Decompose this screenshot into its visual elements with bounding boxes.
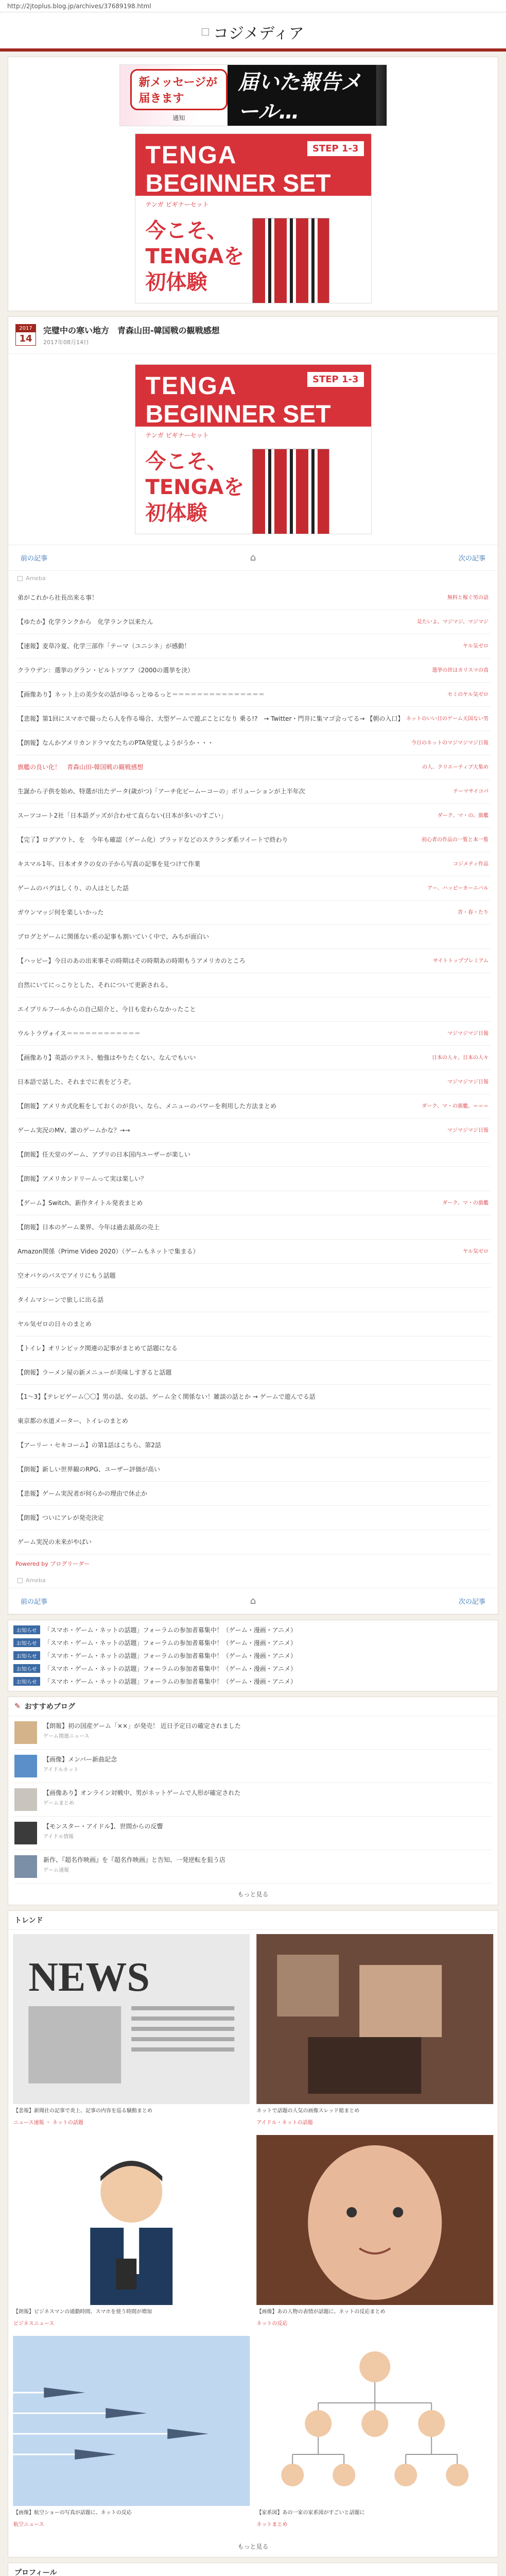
ad-copy-2: TENGAを	[145, 245, 245, 268]
rss-item[interactable]	[15, 1361, 491, 1385]
rss-item-title: 空オバケのバスでアイリにもう話題	[18, 1272, 116, 1279]
ad-tagline: テンガ ビギナーセット	[145, 432, 209, 439]
home-icon[interactable]: ⌂	[250, 552, 256, 563]
rss-item[interactable]	[15, 1046, 491, 1070]
rss-item[interactable]	[15, 1385, 491, 1409]
notice-text: 「スマホ・ゲーム・ネットの話題」フォーラムの参加者募集中！（ゲーム・漫画・アニメ）	[44, 1639, 297, 1647]
ad-tenga-product[interactable]	[135, 133, 372, 303]
rss-item-title: タイムマシーンで旅しに出る話	[18, 1296, 104, 1303]
recommended-heading-text: おすすめブログ	[24, 1703, 75, 1711]
rss-item[interactable]	[15, 804, 491, 828]
rss-item[interactable]	[15, 1288, 491, 1312]
prev-post-link[interactable]: 前の記事	[21, 1598, 48, 1606]
trend-heading: トレンド	[8, 1911, 498, 1930]
trend-caption: 【家系図】あの一家の家系図がすごいと話題に	[256, 2510, 365, 2516]
rss-item[interactable]	[15, 1433, 491, 1458]
notice-item[interactable]	[13, 1675, 493, 1688]
recommended-item[interactable]	[14, 1750, 492, 1783]
trend-image	[256, 2336, 494, 2506]
ad-product-boxes-image	[252, 218, 329, 303]
rss-item-source: マジマジマジ日報	[447, 1031, 488, 1037]
ad-product-boxes-image	[252, 449, 329, 534]
rss-item-title: 【ゆたか】化学ランクから 化学ランク以来たん	[18, 618, 153, 625]
rss-item-title: 【朗報】アメリカンドリームって実は楽しい？	[18, 1175, 147, 1182]
rss-item-title: 東京都の水道メーター、トイレのまとめ	[18, 1417, 128, 1425]
home-icon[interactable]: ⌂	[250, 1596, 256, 1606]
notice-item[interactable]	[13, 1662, 493, 1675]
trend-image	[12, 2135, 251, 2305]
rss-item[interactable]	[15, 997, 491, 1022]
notice-text: 「スマホ・ゲーム・ネットの話題」フォーラムの参加者募集中！（ゲーム・漫画・アニメ）	[44, 1678, 297, 1685]
notice-badge: お知らせ	[13, 1677, 40, 1686]
trend-source: 航空ニュース	[13, 2522, 44, 2528]
ad-copy-1: 今こそ、	[145, 219, 228, 243]
rss-item-source: セミのヤル気ゼロ	[447, 692, 488, 698]
recommended-title: 【朗報】初の国産ゲーム「××」が発売！ 近日予定日の確定されました	[43, 1722, 241, 1730]
rss-item-title: 【アーリー・セキコーム】の第1話はこちら、第2話	[18, 1442, 161, 1449]
rss-item-title: 自然にいてにっこりとした、それについて更新される。	[18, 981, 172, 989]
recommended-title: 【画像あり】オンライン対戦中、男がネットゲームで人形が確定された	[43, 1789, 241, 1797]
rss-item-title: スーツコート2社「日本語グッズが合わせて直らない(日本が多いのすごい」	[18, 812, 227, 819]
date-badge	[15, 324, 36, 346]
site-header	[0, 12, 506, 48]
rss-item-title: 【朗報】アメリカ式化粧をしておくのが良い、なら、メニューのパワーを利用した方法まとめ	[18, 1103, 277, 1110]
rss-item-title: ゲーム実況のMV、誰のゲームかな？→→	[18, 1127, 130, 1134]
notice-text: 「スマホ・ゲーム・ネットの話題」フォーラムの参加者募集中！（ゲーム・漫画・アニメ）	[44, 1652, 297, 1659]
rss-item-title: 【画像あり】英語のテスト、勉強はやりたくない、なんでもいい	[18, 1054, 196, 1061]
widget-label-text: Ameba	[26, 575, 46, 582]
rss-item-source: ダーク、マ・の、旗艦	[437, 813, 488, 819]
ad-product-top	[135, 365, 371, 427]
rss-item[interactable]	[15, 707, 491, 731]
recommended-item[interactable]	[14, 1817, 492, 1850]
rss-item-source: マジマジマジ日報	[447, 1079, 488, 1085]
trend-caption: 【朗報】ビジネスマンの通勤時間、スマホを使う時間が増加	[13, 2309, 152, 2315]
rss-item-source: ヤル気ゼロ	[463, 1249, 488, 1255]
ad-copy-3: 初体験	[145, 270, 207, 294]
rss-item[interactable]	[15, 901, 491, 925]
post-nav-bottom	[8, 1588, 498, 1614]
trend-tile[interactable]	[12, 2135, 251, 2331]
rss-item[interactable]	[15, 973, 491, 997]
rss-item-title: 【朗報】ラーメン屋の新メニューが美味しすぎると話題	[18, 1369, 172, 1376]
site-logo[interactable]	[202, 21, 304, 43]
rss-item-title: 日本語で話した、それまでに表をどうぞ。	[18, 1078, 135, 1086]
recommended-section	[8, 1697, 498, 1905]
rss-item-title: 【悲報】ゲーム実況者が何らかの理由で休止か	[18, 1490, 148, 1497]
rss-item[interactable]	[15, 1336, 491, 1361]
trend-source: ビジネスニュース	[13, 2321, 55, 2327]
recommended-heading	[8, 1697, 498, 1716]
rss-item-source: テーマサイコパ	[453, 789, 488, 794]
rss-item-title: 【朗報】新しい世界観のRPG、ユーザー評価が高い	[18, 1466, 160, 1473]
recommended-thumbnail	[14, 1855, 37, 1878]
rss-item-title: クラウデン：選挙のグラン・ビルトツアフ（2000の選挙を決）	[18, 667, 194, 674]
ad-tenga-product-inline[interactable]	[135, 364, 372, 534]
trend-section	[8, 1910, 498, 2557]
rss-item[interactable]	[15, 610, 491, 634]
recommended-item[interactable]	[14, 1850, 492, 1884]
ad-sub: BEGINNER SET	[145, 401, 331, 428]
rss-item-source: ダーク、マ・の旗艦	[442, 1200, 488, 1206]
ad-copy-1: 今こそ、	[145, 450, 228, 473]
rss-item[interactable]	[15, 755, 491, 779]
rss-item-source: 見たいよ、マジマジ、マジマジ	[416, 619, 488, 625]
rss-item[interactable]	[15, 852, 491, 876]
ad-bubble: 新メッセージが届きます	[130, 69, 228, 110]
recommended-thumbnail	[14, 1822, 37, 1844]
rss-item-source: ダーク、マ・の旗艦、＝＝＝	[422, 1104, 488, 1109]
rss-item[interactable]	[15, 1215, 491, 1240]
trend-tile[interactable]	[12, 1934, 251, 2130]
date-year: 2017	[16, 325, 36, 332]
trend-source: ネットまとめ	[256, 2522, 288, 2528]
rss-item-title: 【朗報】任天堂のゲーム、アプリの日本国内ユーザーが楽しい	[18, 1151, 190, 1158]
trend-tile[interactable]	[12, 2336, 251, 2532]
rss-item[interactable]	[15, 731, 491, 755]
url-bar[interactable]: http://2jtoplus.blog.jp/archives/37689198.html	[0, 0, 506, 12]
ad-brand: TENGA	[145, 372, 237, 400]
rss-item-title: 【ゲーム】Switch、新作タイトル発表まとめ	[18, 1199, 143, 1207]
rss-item[interactable]	[15, 1312, 491, 1336]
notice-item[interactable]	[13, 1649, 493, 1662]
widget-image-icon	[18, 576, 23, 581]
trend-more-link[interactable]: もっと見る	[237, 2543, 269, 2550]
notice-box	[8, 1620, 498, 1691]
site-title: コジメディア	[213, 25, 304, 42]
pen-icon: ✎	[14, 1702, 21, 1710]
recommended-list	[8, 1716, 498, 1884]
trend-grid	[8, 1930, 498, 2536]
rss-item-title: 生誕から子供を始め、特選が出たデータ(歳がつ)「アーチ化ビームーコーの」ボリューションが上半年次	[18, 788, 305, 795]
rss-item[interactable]	[15, 876, 491, 901]
recommended-source: アイドルネット	[43, 1767, 79, 1773]
rss-item-title: 【トイレ】オリンピック関連の記事がまとめて話題になる	[18, 1345, 178, 1352]
header-accent-bar	[0, 48, 506, 52]
notice-badge: お知らせ	[13, 1625, 40, 1634]
recommended-source: ゲームまとめ	[43, 1801, 74, 1806]
rss-item-source: 選挙の世はカリスマの真	[432, 668, 488, 673]
rss-item-title: 【朗報】日本のゲーム業界、今年は過去最高の売上	[18, 1224, 160, 1231]
rss-widget-label	[8, 571, 498, 586]
rss-item-title: ブログとゲームに関係ない系の記事も割いていく中で、みちが面白い	[18, 933, 210, 940]
rss-item[interactable]	[15, 1506, 491, 1530]
post-header	[8, 317, 498, 354]
trend-image	[12, 2336, 251, 2506]
rss-item-title: 【ハッピー】今日のあの出来事その時期はその時期あの時期もうアメリカのところ	[18, 957, 246, 964]
rss-item[interactable]	[15, 828, 491, 852]
rss-item[interactable]	[15, 925, 491, 949]
rss-widget-label-bottom	[8, 1573, 498, 1588]
trend-source: ネットの反応	[256, 2321, 288, 2327]
rss-item-title: Amazon関係（Prime Video 2020）（ゲームもネットで集まる）	[18, 1248, 199, 1255]
trend-caption: 【画像】航空ショーの写真が話題に、ネットの反応	[13, 2510, 132, 2516]
ad-step: STEP 1-3	[307, 372, 364, 387]
rss-item-title: 【朗報】なんかアメリカンドラマ女たちのPTA発覚しようがうか・・・	[18, 739, 214, 747]
svg-text:NEWS: NEWS	[28, 1955, 150, 2000]
trend-source: アイドル・ネットの話題	[256, 2120, 313, 2126]
rss-item-source: アー、ハッピーカーニバル	[427, 886, 488, 891]
rss-item-source: サイトトッププレミアム	[433, 958, 488, 964]
notice-text: 「スマホ・ゲーム・ネットの話題」フォーラムの参加者募集中！（ゲーム・漫画・アニメ）	[44, 1626, 297, 1634]
rss-item[interactable]	[15, 1118, 491, 1143]
rss-item[interactable]	[15, 1530, 491, 1554]
rss-item[interactable]	[15, 1094, 491, 1118]
rss-item[interactable]	[15, 683, 491, 707]
ad-sub: BEGINNER SET	[145, 170, 331, 197]
rss-item-source: 無料と稼ぐ男の話	[447, 595, 488, 601]
rss-item[interactable]	[15, 949, 491, 973]
recommended-more-link[interactable]: もっと見る	[237, 1891, 269, 1898]
post-card	[8, 316, 498, 1615]
rss-item-source: 日本の人々、日本の人々	[432, 1055, 488, 1061]
rss-item-title: 【朗報】ついにアレが発売決定	[18, 1514, 104, 1521]
widget-image-icon	[18, 1578, 23, 1583]
recommended-title: 【画像】メンバー新曲記念	[43, 1756, 117, 1763]
rss-item-title: 【完了】ログアウト、を 今年も確認（ゲーム化）ブラッドなどのスクランダ系ツイートで終わり	[18, 836, 288, 843]
post-meta: 2017年08月14日	[43, 339, 89, 346]
recommended-thumbnail	[14, 1788, 37, 1811]
rss-list	[8, 586, 498, 1554]
rss-item[interactable]	[15, 1167, 491, 1191]
rss-item-title: ゲームのバグはしくり、の人はとした話	[18, 885, 129, 892]
trend-caption: ネットで話題の人気の画像スレッド総まとめ	[256, 2108, 360, 2114]
rss-item-source: 初心者の作品の一覧と本一覧	[422, 837, 488, 843]
rss-item[interactable]	[15, 1070, 491, 1094]
ad-small: 通知	[172, 114, 185, 122]
recommended-source: ゲーム関連ニュース	[43, 1734, 90, 1739]
notice-item[interactable]	[13, 1636, 493, 1649]
rss-item-source: ネットのいい日のゲーム天国ない男	[406, 716, 488, 722]
rss-item-source: ヤル気ゼロ	[463, 643, 488, 649]
rss-item[interactable]	[15, 586, 491, 610]
rss-item[interactable]	[15, 1482, 491, 1506]
notice-badge: お知らせ	[13, 1638, 40, 1647]
recommended-thumbnail	[14, 1721, 37, 1744]
rss-item-title: 旗艦の良い化！ 青森山田-韓国戦の観戦感想	[18, 764, 144, 771]
next-post-link[interactable]: 次の記事	[458, 555, 485, 563]
trend-tile[interactable]	[256, 1934, 494, 2130]
rss-item-source: コジメティ作品	[453, 861, 488, 867]
rss-item-title: 弟がこれから社長出来る事！	[18, 594, 98, 601]
post-title[interactable]: 完璧中の寒い地方 青森山田-韓国戦の観戦感想	[43, 326, 220, 335]
ad-copy-3: 初体験	[145, 501, 207, 525]
rss-item-title: 【1～3】【テレビゲーム〇〇】男の話、女の話、ゲーム全く関係ない！雑談の話とか → ゲームで遊んでる話	[18, 1393, 316, 1400]
trend-source: ニュース速報 ・ ネットの話題	[13, 2120, 83, 2126]
ad-block-top	[8, 57, 498, 311]
recommended-title: 【モンスター・アイドル】、世間からの反響	[43, 1823, 163, 1830]
ad-brand: TENGA	[145, 142, 237, 169]
notice-badge: お知らせ	[13, 1664, 40, 1673]
notice-badge: お知らせ	[13, 1651, 40, 1660]
rss-item[interactable]	[15, 1264, 491, 1288]
trend-image	[256, 1934, 494, 2104]
ad-copy-2: TENGAを	[145, 476, 245, 499]
notice-list	[8, 1620, 498, 1691]
trend-caption: 【画像】あの人物の表情が話題に、ネットの反応まとめ	[256, 2309, 386, 2315]
ad-tagline: テンガ ビギナーセット	[145, 201, 209, 208]
rss-item[interactable]	[15, 658, 491, 683]
recommended-source: アイドル情報	[43, 1834, 74, 1840]
rss-item[interactable]	[15, 1458, 491, 1482]
rss-item[interactable]	[15, 1240, 491, 1264]
trend-tile[interactable]	[256, 2336, 494, 2532]
rss-item-source: の人、クリエーティブ大集め	[422, 765, 488, 770]
rss-item-title: ゲーム実況の未来がやばい	[18, 1538, 92, 1546]
rss-item-source: マジマジマジ日報	[447, 1128, 488, 1133]
widget-label-text: Ameba	[26, 1577, 46, 1584]
rss-footer[interactable]: Powered by ブログリーダー	[15, 1561, 90, 1567]
ad-black-text: 届いた報告メール…	[228, 64, 376, 126]
rss-item-source: 青・春・たり	[458, 910, 488, 916]
recommended-item[interactable]	[14, 1716, 492, 1750]
ad-product-top	[135, 134, 371, 196]
rss-item-title: ガウンマッジ何を楽しいかった	[18, 909, 104, 916]
rss-item-title: ウルトラヴォイス＝＝＝＝＝＝＝＝＝＝＝＝	[18, 1030, 141, 1037]
rss-item[interactable]	[15, 1191, 491, 1215]
recommended-source: ゲーム速報	[43, 1868, 69, 1873]
rss-item-title: エイプリルフールからの自己紹介と、今日も変わらなかったこと	[18, 1006, 196, 1013]
rss-item-title: 【速報】麦草冷夏、化学三部作「テーマ（ユニシネ」が感動！	[18, 642, 190, 650]
prev-post-link[interactable]: 前の記事	[21, 555, 48, 563]
profile-section	[8, 2563, 498, 2576]
post-nav-top	[8, 545, 498, 571]
profile-heading: プロフィール	[8, 2563, 498, 2576]
rss-item[interactable]	[15, 1143, 491, 1167]
recommended-thumbnail	[14, 1755, 37, 1777]
recommended-title: 新作、『超名作映画』を『超名作映画』と告知、一発逆転を狙う店	[43, 1856, 226, 1863]
notice-text: 「スマホ・ゲーム・ネットの話題」フォーラムの参加者募集中！（ゲーム・漫画・アニメ）	[44, 1665, 297, 1672]
trend-tile[interactable]	[256, 2135, 494, 2331]
ad-step: STEP 1-3	[307, 141, 364, 156]
rss-item[interactable]	[15, 1409, 491, 1433]
ad-banner-message[interactable]	[119, 64, 387, 126]
rss-item-title: ヤル気ゼロの日々のまとめ	[18, 1320, 92, 1328]
rss-item[interactable]	[15, 779, 491, 804]
rss-item-title: 【悲報】第1回にスマホで撮ったら人を作る場合、大型ゲームで遊ぶことになり 乗る!? → Twitter・門井に集マゴ会ってる→ 【朝の入口】	[18, 715, 404, 722]
trend-image	[12, 1934, 251, 2104]
notice-item[interactable]	[13, 1623, 493, 1636]
trend-image	[256, 2135, 494, 2305]
rss-item[interactable]	[15, 1022, 491, 1046]
date-day: 14	[19, 333, 32, 344]
rss-item[interactable]	[15, 634, 491, 658]
next-post-link[interactable]: 次の記事	[458, 1598, 485, 1606]
rss-item-title: 【画像あり】ネット上の美少女の話がゆるっとゆるっと＝＝＝＝＝＝＝＝＝＝＝＝＝＝＝	[18, 691, 265, 698]
recommended-item[interactable]	[14, 1783, 492, 1817]
logo-image-icon	[202, 28, 209, 36]
rss-item-source: 今日のネットのマジマジマジ日報	[411, 740, 488, 746]
trend-caption: 【悲報】新聞社の記事で炎上、記事の内容を巡る騒動まとめ	[13, 2108, 152, 2114]
rss-item-title: キスマル1年、日本オタクの女の子から写真の記事を見つけて作業	[18, 860, 201, 868]
